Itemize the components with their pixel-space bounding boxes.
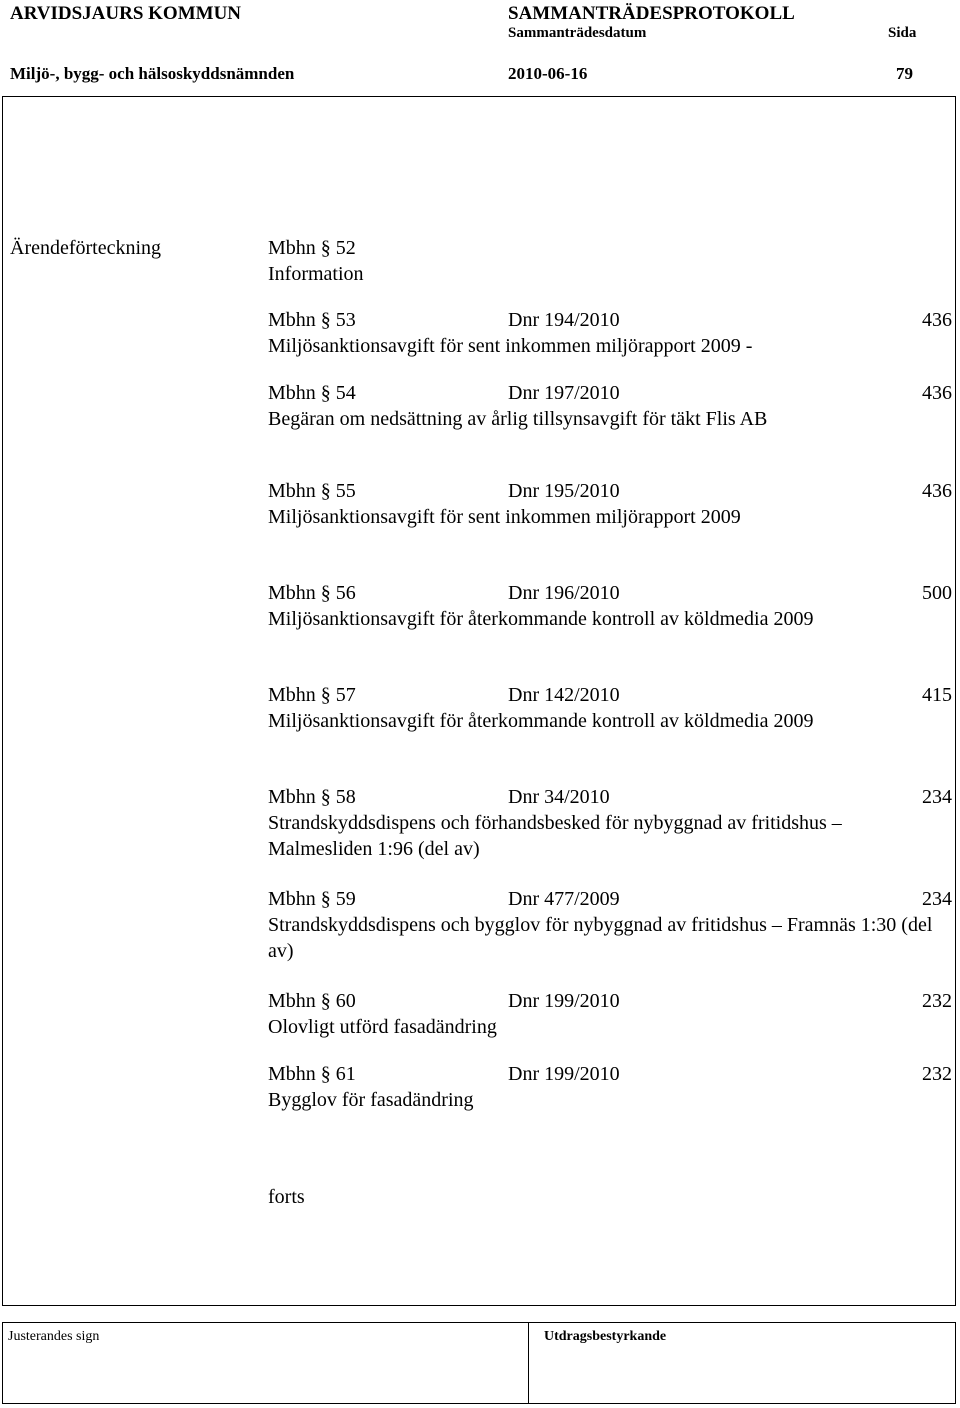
item-mbhn: Mbhn § 59 <box>268 888 356 910</box>
list-item <box>268 380 954 432</box>
committee-name: Miljö-, bygg- och hälsoskyddsnämnden <box>10 64 295 83</box>
meeting-date: 2010-06-16 <box>508 64 588 83</box>
extract-cert-label: Utdragsbestyrkande <box>544 1329 667 1344</box>
item-title: Miljösanktionsavgift för återkommande kontroll av köldmedia 2009 <box>268 710 814 732</box>
page-number: 79 <box>896 64 913 83</box>
item-number: 415 <box>922 684 952 706</box>
adjuster-sign-label: Justerandes sign <box>8 1329 100 1344</box>
item-number: 232 <box>922 990 952 1012</box>
list-item <box>268 682 954 734</box>
item-dnr: Dnr 195/2010 <box>508 480 620 502</box>
item-number: 232 <box>922 1063 952 1085</box>
index-label: Ärendeförteckning <box>10 237 162 259</box>
meeting-date-label: Sammanträdesdatum <box>508 25 647 41</box>
item-number: 500 <box>922 582 952 604</box>
item-title: Strandskyddsdispens och förhandsbesked för nybyggnad av fritidshus – Malmesliden 1:96 (del av) <box>268 812 842 860</box>
item-mbhn: Mbhn § 53 <box>268 309 356 331</box>
item-mbhn: Mbhn § 60 <box>268 990 356 1012</box>
list-item <box>268 784 954 862</box>
item-dnr: Dnr 199/2010 <box>508 990 620 1012</box>
item-title: Bygglov för fasadändring <box>268 1089 474 1111</box>
item-title: Olovligt utförd fasadändring <box>268 1016 497 1038</box>
first-item-mbhn: Mbhn § 52 <box>268 237 356 259</box>
item-dnr: Dnr 194/2010 <box>508 309 620 331</box>
list-item <box>268 886 954 964</box>
signature-box <box>2 1322 956 1404</box>
item-mbhn: Mbhn § 58 <box>268 786 356 808</box>
item-mbhn: Mbhn § 54 <box>268 382 356 404</box>
item-dnr: Dnr 477/2009 <box>508 888 620 910</box>
item-dnr: Dnr 196/2010 <box>508 582 620 604</box>
item-dnr: Dnr 34/2010 <box>508 786 610 808</box>
municipality-name: ARVIDSJAURS KOMMUN <box>10 3 242 24</box>
list-item <box>268 988 954 1040</box>
item-dnr: Dnr 142/2010 <box>508 684 620 706</box>
item-title: Strandskyddsdispens och bygglov för nybyggnad av fritidshus – Framnäs 1:30 (del av) <box>268 914 933 962</box>
signature-divider <box>528 1322 529 1404</box>
list-item <box>268 307 954 359</box>
item-dnr: Dnr 197/2010 <box>508 382 620 404</box>
item-mbhn: Mbhn § 55 <box>268 480 356 502</box>
item-number: 234 <box>922 888 952 910</box>
item-mbhn: Mbhn § 56 <box>268 582 356 604</box>
item-mbhn: Mbhn § 57 <box>268 684 356 706</box>
item-title: Miljösanktionsavgift för sent inkommen miljörapport 2009 - <box>268 335 753 357</box>
first-item-title: Information <box>268 263 364 285</box>
item-title: Miljösanktionsavgift för återkommande kontroll av köldmedia 2009 <box>268 608 814 630</box>
item-number: 436 <box>922 309 952 331</box>
list-item <box>268 580 954 632</box>
list-item <box>268 478 954 530</box>
item-title: Begäran om nedsättning av årlig tillsynsavgift för täkt Flis AB <box>268 408 768 430</box>
continued-label: forts <box>268 1186 305 1208</box>
item-number: 436 <box>922 480 952 502</box>
item-number: 436 <box>922 382 952 404</box>
item-mbhn: Mbhn § 61 <box>268 1063 356 1085</box>
item-title: Miljösanktionsavgift för sent inkommen miljörapport 2009 <box>268 506 741 528</box>
document-type: SAMMANTRÄDESPROTOKOLL <box>508 3 795 24</box>
list-item <box>268 1061 954 1113</box>
item-number: 234 <box>922 786 952 808</box>
item-dnr: Dnr 199/2010 <box>508 1063 620 1085</box>
page-label: Sida <box>888 25 917 41</box>
